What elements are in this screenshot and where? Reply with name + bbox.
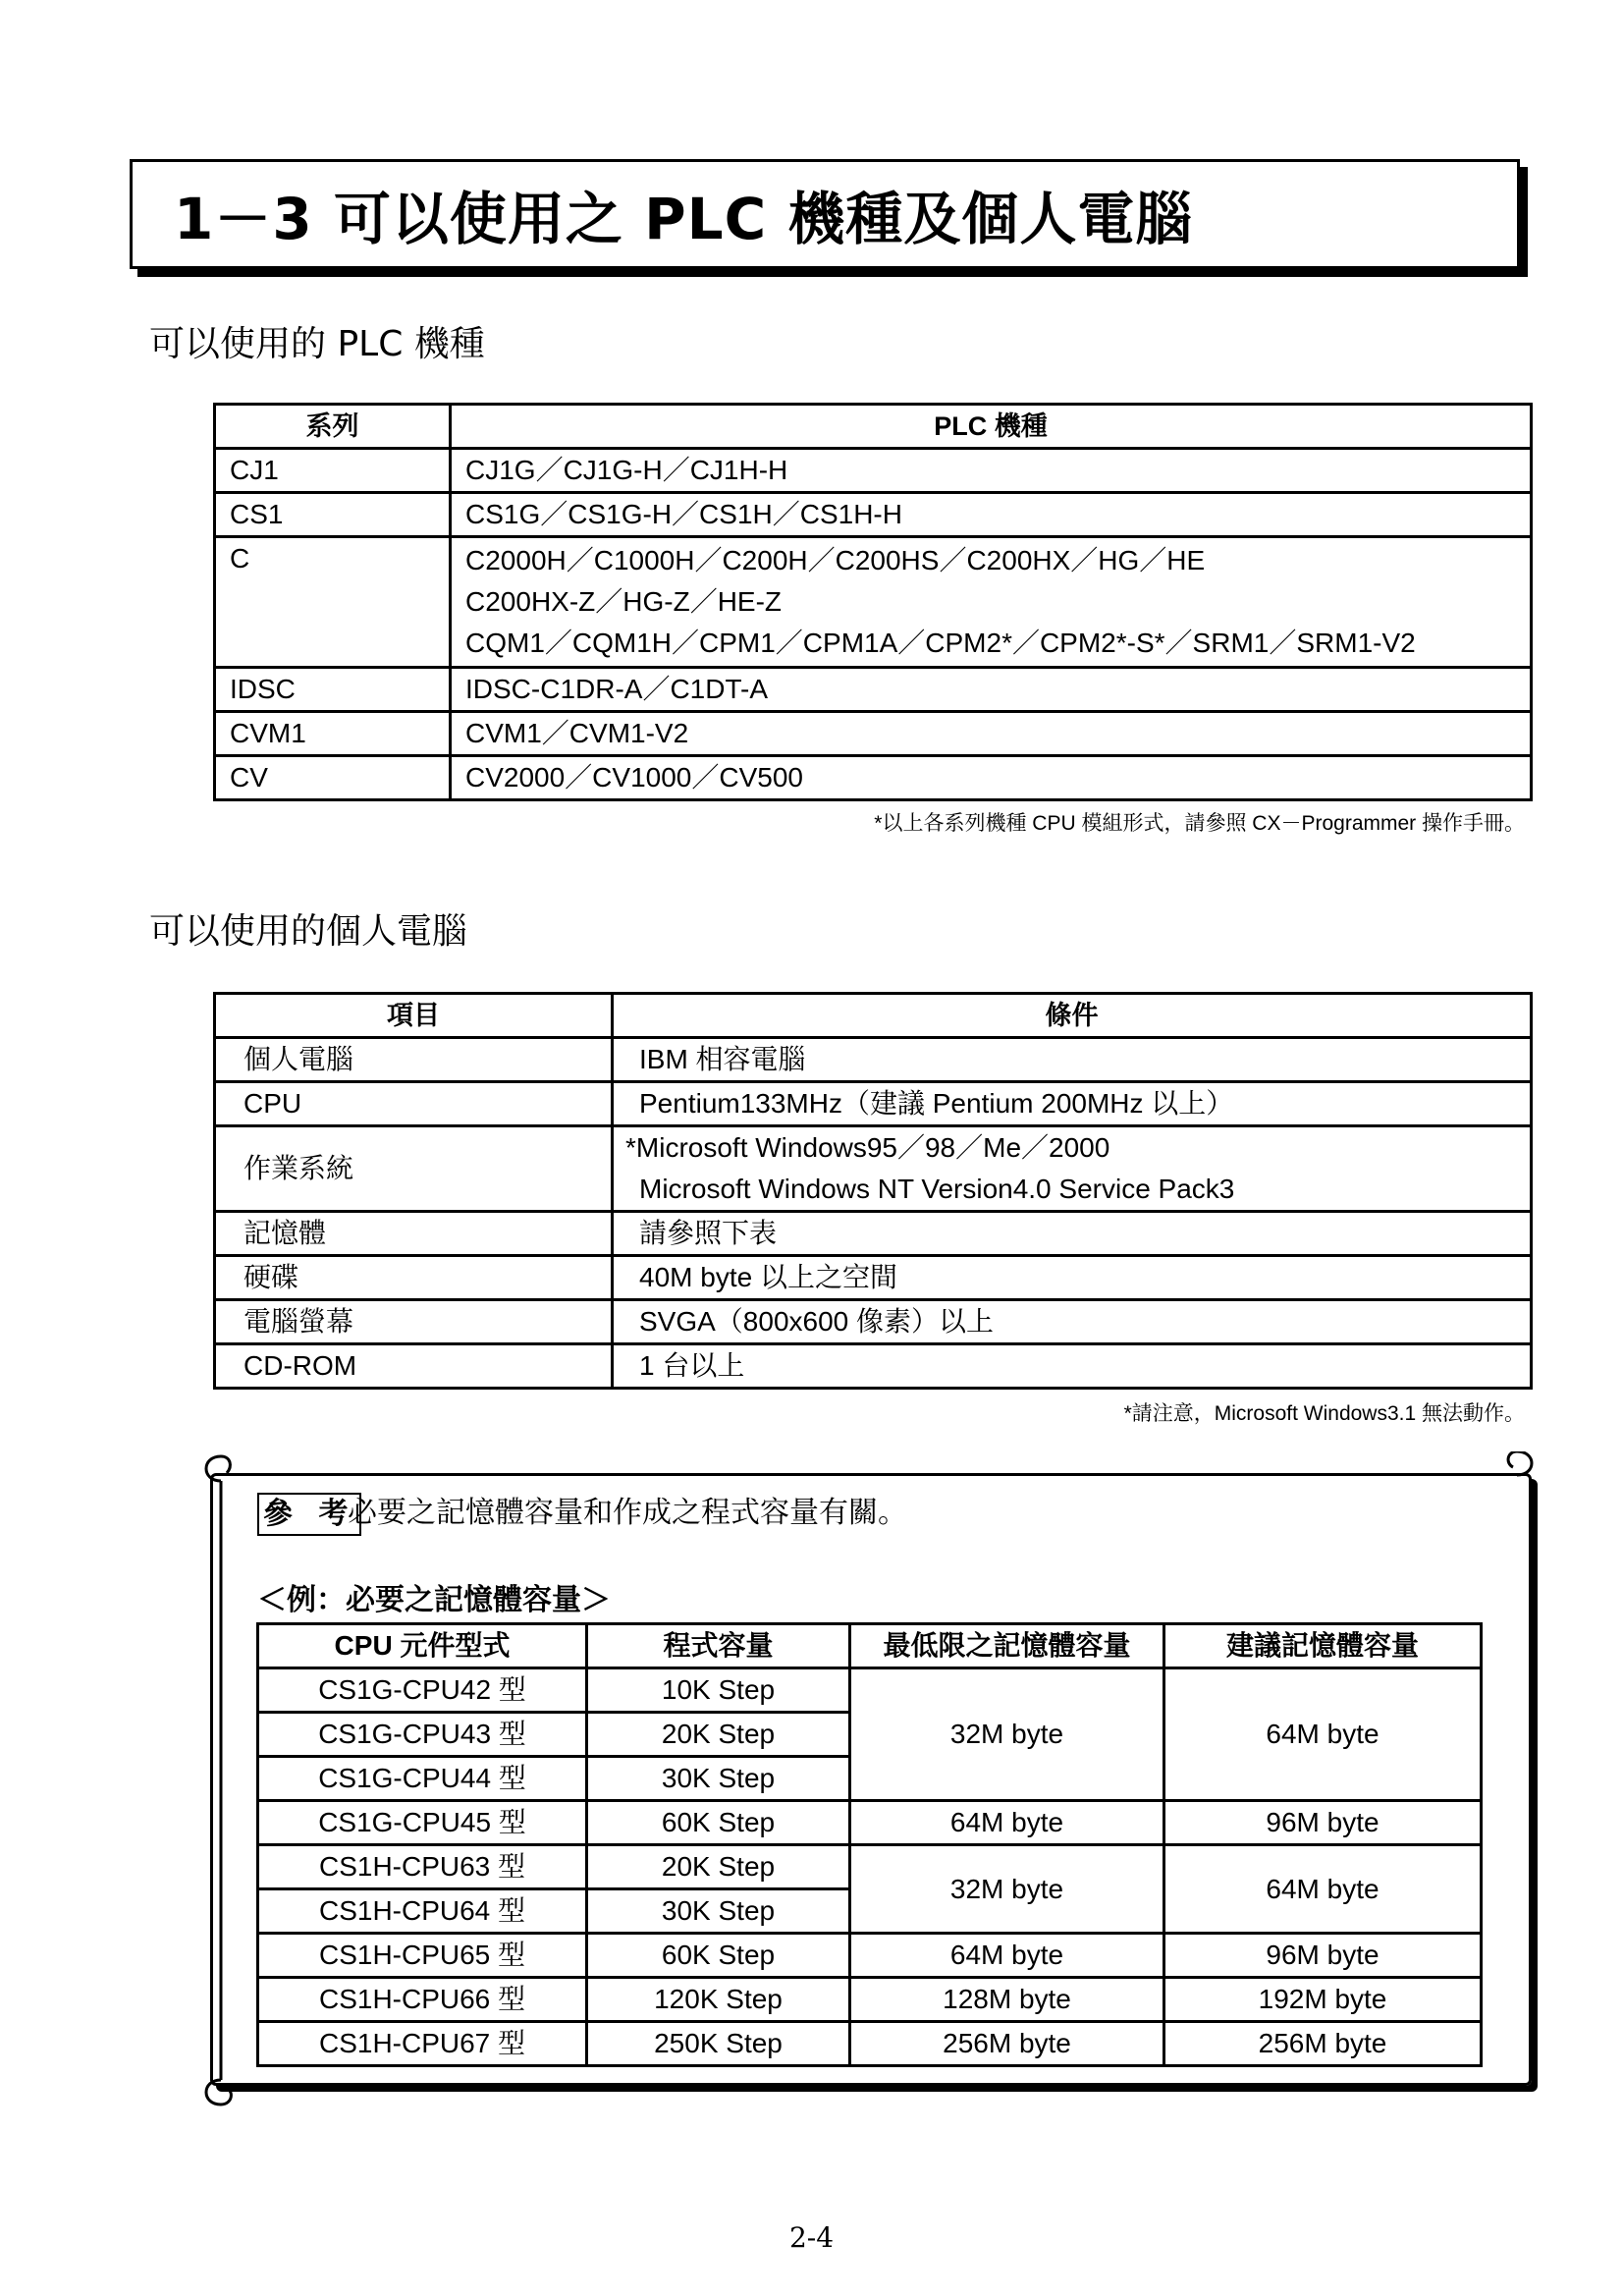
- models-cell: IDSC-C1DR-A／C1DT-A: [451, 668, 1532, 712]
- models-cell: CJ1G／CJ1G-H／CJ1H-H: [451, 449, 1532, 493]
- header-recommended-memory: 建議記憶體容量: [1164, 1624, 1482, 1668]
- table-row: [215, 1212, 1532, 1256]
- item-cell: 硬碟: [215, 1256, 613, 1300]
- models-cell: [451, 537, 1532, 668]
- reference-label: 參 考: [257, 1493, 361, 1536]
- program-capacity-cell: 10K Step: [587, 1668, 850, 1713]
- item-cell: 個人電腦: [215, 1038, 613, 1082]
- pc-section-title: 可以使用的個人電腦: [149, 911, 468, 952]
- table-row: [258, 1978, 1482, 2022]
- header-series: 系列: [215, 405, 451, 449]
- recommended-memory-cell: 96M byte: [1164, 1934, 1482, 1978]
- item-cell: 作業系統: [215, 1126, 613, 1212]
- header-item: 項目: [215, 994, 613, 1038]
- recommended-memory-cell: 64M byte: [1164, 1668, 1482, 1801]
- plc-note: *以上各系列機種 CPU 模組形式，請參照 CX－Programmer 操作手冊。: [874, 812, 1525, 835]
- header-cpu-model: CPU 元件型式: [258, 1624, 587, 1668]
- cpu-model-cell: CS1G-CPU45 型: [258, 1801, 587, 1845]
- series-cell: IDSC: [215, 668, 451, 712]
- program-capacity-cell: 30K Step: [587, 1757, 850, 1801]
- condition-cell: 40M byte 以上之空間: [613, 1256, 1532, 1300]
- recommended-memory-cell: 256M byte: [1164, 2022, 1482, 2066]
- table-row: [215, 712, 1532, 756]
- min-memory-cell: 32M byte: [850, 1668, 1164, 1801]
- header-min-memory: 最低限之記憶體容量: [850, 1624, 1164, 1668]
- cpu-model-cell: CS1H-CPU63 型: [258, 1845, 587, 1889]
- condition-cell: SVGA（800x600 像素）以上: [613, 1300, 1532, 1344]
- models-line: C200HX-Z／HG-Z／HE-Z: [465, 586, 783, 617]
- table-row: [215, 449, 1532, 493]
- plc-section-title: 可以使用的 PLC 機種: [149, 324, 485, 364]
- condition-cell: 請參照下表: [613, 1212, 1532, 1256]
- cpu-model-cell: CS1G-CPU43 型: [258, 1713, 587, 1757]
- models-cell: CS1G／CS1G-H／CS1H／CS1H-H: [451, 493, 1532, 537]
- series-cell: CJ1: [215, 449, 451, 493]
- table-row: [215, 493, 1532, 537]
- min-memory-cell: 256M byte: [850, 2022, 1164, 2066]
- program-capacity-cell: 20K Step: [587, 1713, 850, 1757]
- cpu-model-cell: CS1H-CPU67 型: [258, 2022, 587, 2066]
- pc-requirements-table: [213, 992, 1533, 1390]
- series-cell: CS1: [215, 493, 451, 537]
- models-line: C2000H／C1000H／C200H／C200HS／C200HX／HG／HE: [465, 545, 1206, 575]
- condition-cell: [613, 1126, 1532, 1212]
- item-cell: CPU: [215, 1082, 613, 1126]
- table-row: [215, 537, 1532, 668]
- cpu-model-cell: CS1H-CPU64 型: [258, 1889, 587, 1934]
- program-capacity-cell: 60K Step: [587, 1934, 850, 1978]
- table-row: [215, 756, 1532, 800]
- condition-cell: IBM 相容電腦: [613, 1038, 1532, 1082]
- table-row: [258, 1668, 1482, 1713]
- table-row: [215, 668, 1532, 712]
- models-line: CQM1／CQM1H／CPM1／CPM1A／CPM2*／CPM2*-S*／SRM1／SRM1-V2: [465, 628, 1416, 658]
- series-cell: CV: [215, 756, 451, 800]
- item-cell: CD-ROM: [215, 1344, 613, 1389]
- item-cell: 電腦螢幕: [215, 1300, 613, 1344]
- table-row: [215, 1038, 1532, 1082]
- pc-note: *請注意，Microsoft Windows3.1 無法動作。: [1123, 1402, 1525, 1425]
- header-plc-models: PLC 機種: [451, 405, 1532, 449]
- table-row: [215, 1126, 1532, 1212]
- program-capacity-cell: 30K Step: [587, 1889, 850, 1934]
- table-row: [258, 1934, 1482, 1978]
- example-title: ＜例：必要之記憶體容量＞: [257, 1583, 611, 1617]
- table-row: [215, 1344, 1532, 1389]
- cpu-model-cell: CS1H-CPU66 型: [258, 1978, 587, 2022]
- cpu-model-cell: CS1G-CPU44 型: [258, 1757, 587, 1801]
- condition-line: *Microsoft Windows95／98／Me／2000: [625, 1132, 1110, 1163]
- min-memory-cell: 64M byte: [850, 1801, 1164, 1845]
- min-memory-cell: 128M byte: [850, 1978, 1164, 2022]
- reference-text: 必要之記憶體容量和作成之程式容量有關。: [348, 1496, 907, 1530]
- page-number: 2-4: [788, 2221, 835, 2254]
- series-cell: CVM1: [215, 712, 451, 756]
- chapter-heading: 1－3 可以使用之 PLC 機種及個人電腦: [174, 186, 1194, 252]
- min-memory-cell: 64M byte: [850, 1934, 1164, 1978]
- models-cell: CVM1／CVM1-V2: [451, 712, 1532, 756]
- table-row: [215, 1082, 1532, 1126]
- program-capacity-cell: 20K Step: [587, 1845, 850, 1889]
- condition-cell: Pentium133MHz（建議 Pentium 200MHz 以上）: [613, 1082, 1532, 1126]
- table-row: [215, 1256, 1532, 1300]
- min-memory-cell: 32M byte: [850, 1845, 1164, 1934]
- models-cell: CV2000／CV1000／CV500: [451, 756, 1532, 800]
- header-condition: 條件: [613, 994, 1532, 1038]
- cpu-model-cell: CS1G-CPU42 型: [258, 1668, 587, 1713]
- program-capacity-cell: 120K Step: [587, 1978, 850, 2022]
- table-row: [258, 1801, 1482, 1845]
- memory-capacity-table: [256, 1622, 1483, 2067]
- cpu-model-cell: CS1H-CPU65 型: [258, 1934, 587, 1978]
- table-header-row: [215, 405, 1532, 449]
- program-capacity-cell: 60K Step: [587, 1801, 850, 1845]
- recommended-memory-cell: 64M byte: [1164, 1845, 1482, 1934]
- recommended-memory-cell: 192M byte: [1164, 1978, 1482, 2022]
- item-cell: 記憶體: [215, 1212, 613, 1256]
- condition-cell: 1 台以上: [613, 1344, 1532, 1389]
- table-row: [258, 2022, 1482, 2066]
- series-cell: C: [215, 537, 451, 668]
- program-capacity-cell: 250K Step: [587, 2022, 850, 2066]
- table-row: [215, 1300, 1532, 1344]
- table-row: [258, 1845, 1482, 1889]
- chapter-heading-box: [130, 159, 1520, 269]
- header-program-capacity: 程式容量: [587, 1624, 850, 1668]
- recommended-memory-cell: 96M byte: [1164, 1801, 1482, 1845]
- condition-line: Microsoft Windows NT Version4.0 Service Pack3: [639, 1174, 1235, 1204]
- plc-models-table: [213, 403, 1533, 801]
- table-header-row: [215, 994, 1532, 1038]
- table-header-row: [258, 1624, 1482, 1668]
